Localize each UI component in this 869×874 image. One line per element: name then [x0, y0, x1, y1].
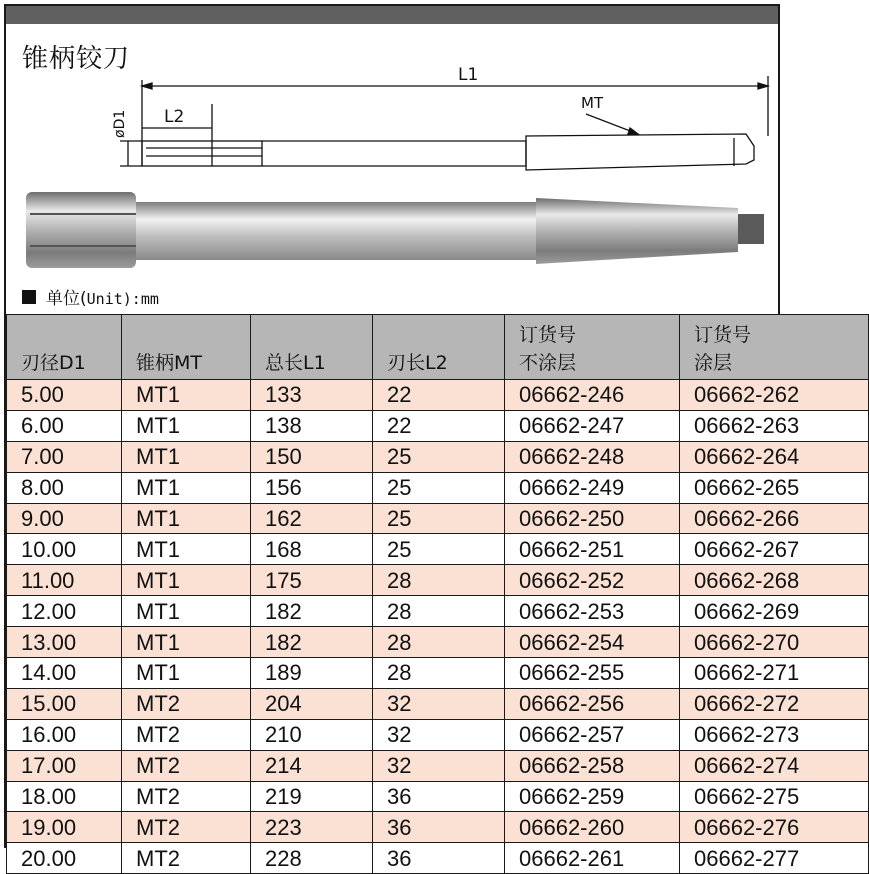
table-row — [7, 812, 869, 843]
table-cell: 6.00 — [7, 410, 122, 441]
table-row — [7, 410, 869, 441]
table-cell: 06662-264 — [680, 441, 869, 472]
table-cell: MT2 — [122, 688, 251, 719]
page-title: 锥柄铰刀 — [22, 44, 131, 74]
table-cell: 14.00 — [7, 658, 122, 689]
reamer-dimension-drawing — [6, 56, 778, 176]
table-row — [7, 627, 869, 658]
header-cell: 订货号 不涂层 — [505, 315, 680, 380]
table-cell: 06662-268 — [680, 565, 869, 596]
table-cell: 138 — [251, 410, 373, 441]
table-cell: 12.00 — [7, 596, 122, 627]
table-cell: 17.00 — [7, 750, 122, 781]
table-row — [7, 596, 869, 627]
table-cell: 22 — [373, 380, 505, 411]
table-cell: 28 — [373, 565, 505, 596]
reamer-product-photo — [20, 184, 772, 276]
arrow-left-icon — [142, 83, 152, 89]
table-cell: 28 — [373, 658, 505, 689]
table-cell: 11.00 — [7, 565, 122, 596]
d1-label: øD1 — [112, 109, 128, 138]
table-cell: 06662-251 — [505, 534, 680, 565]
table-cell: 228 — [251, 843, 373, 874]
table-cell: 133 — [251, 380, 373, 411]
table-cell: 06662-255 — [505, 658, 680, 689]
table-cell: 06662-270 — [680, 627, 869, 658]
table-cell: 150 — [251, 441, 373, 472]
table-cell: MT1 — [122, 441, 251, 472]
table-cell: 223 — [251, 812, 373, 843]
table-cell: 15.00 — [7, 688, 122, 719]
table-cell: 06662-277 — [680, 843, 869, 874]
header-cell: 订货号 涂层 — [680, 315, 869, 380]
table-cell: 06662-265 — [680, 472, 869, 503]
table-cell: MT2 — [122, 719, 251, 750]
table-cell: 06662-276 — [680, 812, 869, 843]
table-cell: 06662-252 — [505, 565, 680, 596]
table-cell: 10.00 — [7, 534, 122, 565]
table-cell: 06662-258 — [505, 750, 680, 781]
table-cell: MT1 — [122, 627, 251, 658]
header-cell: 总长L1 — [251, 315, 373, 380]
table-cell: 06662-259 — [505, 781, 680, 812]
table-cell: 210 — [251, 719, 373, 750]
table-cell: 16.00 — [7, 719, 122, 750]
table-cell: 06662-275 — [680, 781, 869, 812]
table-cell: 36 — [373, 843, 505, 874]
table-cell: 189 — [251, 658, 373, 689]
table-row — [7, 503, 869, 534]
table-cell: 06662-256 — [505, 688, 680, 719]
table-cell: 214 — [251, 750, 373, 781]
table-row — [7, 472, 869, 503]
table-cell: 06662-250 — [505, 503, 680, 534]
table-row — [7, 688, 869, 719]
table-row — [7, 658, 869, 689]
product-sheet — [4, 4, 800, 871]
table-row — [7, 719, 869, 750]
table-cell: 06662-271 — [680, 658, 869, 689]
table-cell: MT2 — [122, 812, 251, 843]
table-row — [7, 843, 869, 874]
unit-note — [22, 284, 159, 309]
table-cell: 28 — [373, 596, 505, 627]
table-cell: MT1 — [122, 534, 251, 565]
header-bar — [6, 6, 778, 24]
table-cell: 06662-253 — [505, 596, 680, 627]
table-cell: MT1 — [122, 503, 251, 534]
mt-label: MT — [581, 94, 604, 112]
table-cell: 182 — [251, 627, 373, 658]
table-row — [7, 534, 869, 565]
table-row — [7, 380, 869, 411]
table-cell: 175 — [251, 565, 373, 596]
table-cell: 06662-254 — [505, 627, 680, 658]
table-cell: 06662-272 — [680, 688, 869, 719]
table-cell: MT1 — [122, 380, 251, 411]
table-row — [7, 750, 869, 781]
table-cell: 8.00 — [7, 472, 122, 503]
table-cell: 06662-248 — [505, 441, 680, 472]
l1-label: L1 — [458, 65, 479, 85]
table-cell: 06662-261 — [505, 843, 680, 874]
unit-value: Unit):mm — [86, 290, 159, 308]
table-cell: 06662-267 — [680, 534, 869, 565]
table-cell: 25 — [373, 472, 505, 503]
table-cell: 219 — [251, 781, 373, 812]
table-cell: MT2 — [122, 781, 251, 812]
table-cell: 06662-274 — [680, 750, 869, 781]
bullet-square-icon — [22, 290, 36, 304]
table-cell: 36 — [373, 812, 505, 843]
table-row — [7, 565, 869, 596]
table-cell: 06662-249 — [505, 472, 680, 503]
table-cell: 25 — [373, 441, 505, 472]
table-cell: 20.00 — [7, 843, 122, 874]
table-row — [7, 781, 869, 812]
table-cell: 06662-266 — [680, 503, 869, 534]
table-cell: 25 — [373, 503, 505, 534]
table-cell: 28 — [373, 627, 505, 658]
l2-label: L2 — [164, 107, 185, 127]
table-cell: 06662-269 — [680, 596, 869, 627]
arrow-right-icon — [758, 83, 768, 89]
table-cell: MT1 — [122, 596, 251, 627]
table-cell: 06662-257 — [505, 719, 680, 750]
table-cell: 25 — [373, 534, 505, 565]
table-cell: 06662-246 — [505, 380, 680, 411]
unit-label: 单位( — [46, 289, 87, 309]
spec-table — [6, 314, 869, 874]
table-header-row — [7, 315, 869, 380]
header-cell: 刃长L2 — [373, 315, 505, 380]
table-cell: 168 — [251, 534, 373, 565]
table-cell: MT2 — [122, 843, 251, 874]
table-row — [7, 441, 869, 472]
table-cell: 06662-260 — [505, 812, 680, 843]
table-cell: 06662-263 — [680, 410, 869, 441]
table-cell: MT1 — [122, 410, 251, 441]
table-cell: 18.00 — [7, 781, 122, 812]
table-cell: 32 — [373, 750, 505, 781]
table-cell: 32 — [373, 688, 505, 719]
table-cell: 182 — [251, 596, 373, 627]
table-cell: 22 — [373, 410, 505, 441]
table-cell: 7.00 — [7, 441, 122, 472]
table-cell: 06662-262 — [680, 380, 869, 411]
table-cell: MT1 — [122, 658, 251, 689]
table-cell: 9.00 — [7, 503, 122, 534]
table-cell: 162 — [251, 503, 373, 534]
header-cell: 锥柄MT — [122, 315, 251, 380]
table-cell: 32 — [373, 719, 505, 750]
table-cell: 13.00 — [7, 627, 122, 658]
table-cell: 156 — [251, 472, 373, 503]
table-cell: 5.00 — [7, 380, 122, 411]
table-cell: 19.00 — [7, 812, 122, 843]
table-cell: 204 — [251, 688, 373, 719]
table-cell: MT1 — [122, 472, 251, 503]
table-cell: MT2 — [122, 750, 251, 781]
table-cell: 06662-273 — [680, 719, 869, 750]
table-cell: MT1 — [122, 565, 251, 596]
table-cell: 36 — [373, 781, 505, 812]
table-cell: 06662-247 — [505, 410, 680, 441]
header-cell: 刃径D1 — [7, 315, 122, 380]
